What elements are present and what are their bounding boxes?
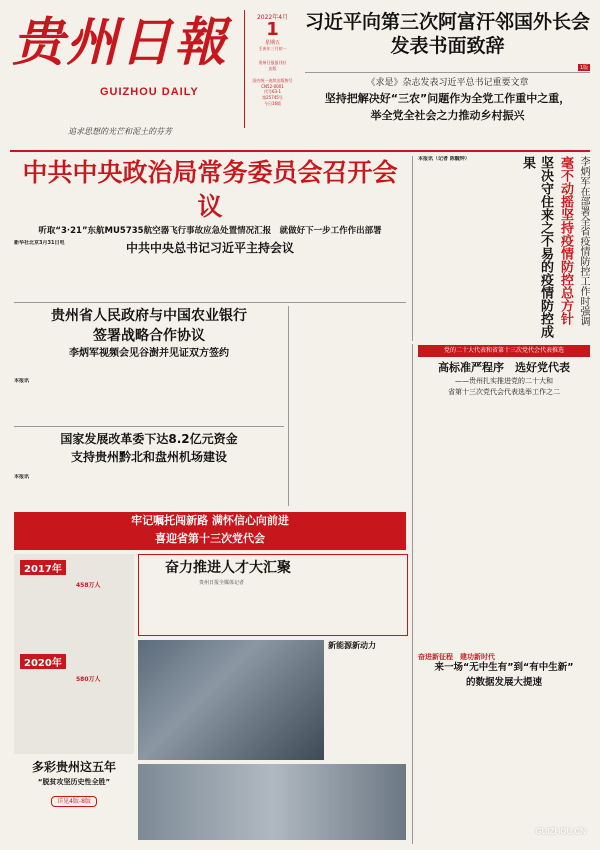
publisher-suffix: 出版 [268,66,277,71]
right-byline: 本报讯（记者 陈毓钟） [418,156,470,162]
page-tag: 1版 [580,65,589,71]
right-headline-2: 毫不动摇坚持疫情防控总方针 [558,156,573,325]
agri-subhead: 李炳军视频会见谷澍并见证双方签约 [69,348,229,359]
data-dev-story[interactable] [418,660,590,696]
five-years-subtitle: “脱贫攻坚历史性全胜” [37,778,111,786]
issue-month: 2022年4月 [256,14,289,21]
newspaper-pinyin: GUIZHOU DAILY [100,86,199,98]
masthead-divider [10,150,590,152]
year-2017-badge: 2017年 [20,560,66,575]
selection-sub-2: 省第十三次党代会代表选举工作之二 [448,388,560,396]
qiushi-main-1: 坚持把解决好“三农”问题作为全党工作重中之重， [324,92,571,105]
lead-byline: 新华社北京3月31日电 [14,240,65,246]
lead-subhead: 听取“3·21”东航MU5735航空器飞行事故应急处置情况汇报 就做好下一步工作作出部署 [38,226,382,236]
headline-afghanistan: 习近平向第三次阿富汗邻国外长会发表书面致辞 [305,11,591,57]
talent-2020-text [20,684,128,748]
issue-code: 代号63-1 [263,89,282,94]
cn-code: CN52-0001 [261,84,284,89]
top-story-afghanistan[interactable] [305,10,590,70]
new-energy-body [328,652,406,756]
site-watermark [476,800,590,840]
talent-subline: 贵州日报全媒体记者 [199,580,245,586]
new-energy-headline: 新能源新动力 [328,641,376,650]
talent-headline: 奋力推进人才大汇聚 [165,560,291,576]
lead-headline: 中共中央政治局常务委员会召开会议 [22,158,398,221]
watermark-text: GUIZHOU.CN [535,827,586,836]
agri-body [14,378,284,422]
lead-body [14,240,406,298]
right-headline-1: 李炳军在部署全省疫情防控工作时强调 [578,156,589,326]
ndrc-body [14,474,284,506]
banner-line-1: 牢记嘱托闯新路 满怀信心向前进 [131,514,289,527]
ndrc-byline: 本报讯 [14,474,30,480]
talent-body [143,587,401,631]
data-dev-headline-2: 的数据发展大提速 [465,677,542,688]
qiushi-intro: 《求是》杂志发表习近平总书记重要文章 [366,78,529,88]
issue-info [244,10,300,128]
right-body [418,156,518,341]
newspaper-slogan: 追求思想的光芒和泥土的芬芳 [68,127,172,136]
bottom-strip-photo [138,764,406,840]
cn-label: 国内统一连续出版物号 [252,78,293,83]
right-column-story[interactable] [418,156,590,341]
banner-line-2: 喜迎省第十三次党代会 [155,532,265,545]
selection-headline: 高标准严程序 选好党代表 [438,361,570,374]
stat-2020: 580万人 [76,676,101,683]
talent-infographic [14,554,134,754]
newspaper-logo: 贵州日報 [12,12,229,73]
agri-headline-1: 贵州省人民政府与中国农业银行 [51,308,247,324]
issue-day: 1 [266,19,279,40]
new-energy-story[interactable] [328,640,406,760]
data-dev-section-tag [418,644,590,661]
stat-2017: 458万人 [76,582,101,589]
issue-weekday: 星期五 [264,40,280,46]
five-years-title: 多彩贵州这五年 [31,760,116,774]
five-years-pages: 详见4版-8版 [51,796,97,807]
talent-2017-text [20,590,128,650]
issue-lunar: 壬寅年三月初一 [258,46,287,51]
congress-banner [14,512,406,550]
qiushi-main-2: 举全党全社会之力推动乡村振兴 [370,109,525,122]
selection-section-tag: 党的二十大代表和省第十三次党代会代表推选 [418,345,590,357]
page-count: 今日16版 [263,101,282,106]
selection-body [418,414,590,640]
agri-bank-story[interactable] [14,306,284,376]
new-energy-photo [138,640,324,760]
agri-headline-2: 签署战略合作协议 [93,328,205,344]
lead-presider: 中共中央总书记习近平主持会议 [125,241,294,255]
year-2020-badge: 2020年 [20,654,66,669]
ndrc-headline-2: 支持贵州黔北和盘州机场建设 [70,450,227,464]
masthead [12,8,242,140]
top-story-qiushi[interactable] [305,76,590,140]
middle-column-body [294,306,406,506]
ndrc-headline-1: 国家发展改革委下达8.2亿元资金 [60,432,238,446]
data-dev-tag-label: 奋进新征程 建功新时代 [418,653,495,661]
talent-story[interactable] [138,554,408,636]
right-headline-3: 坚决守住来之不易的疫情防控成果 [520,156,553,338]
selection-sub-1: ——贵州扎实推进党的二十大和 [455,377,553,385]
publisher: 贵州日报报刊社 [258,60,287,65]
selection-story[interactable] [418,360,590,410]
five-years-promo[interactable] [14,758,134,838]
agri-byline: 本报讯 [14,378,30,384]
data-dev-headline-1: 来一场“无中生有”到“有中生新” [434,662,574,673]
total-issue: 第25745号 [262,95,283,100]
ndrc-story[interactable] [14,430,284,472]
